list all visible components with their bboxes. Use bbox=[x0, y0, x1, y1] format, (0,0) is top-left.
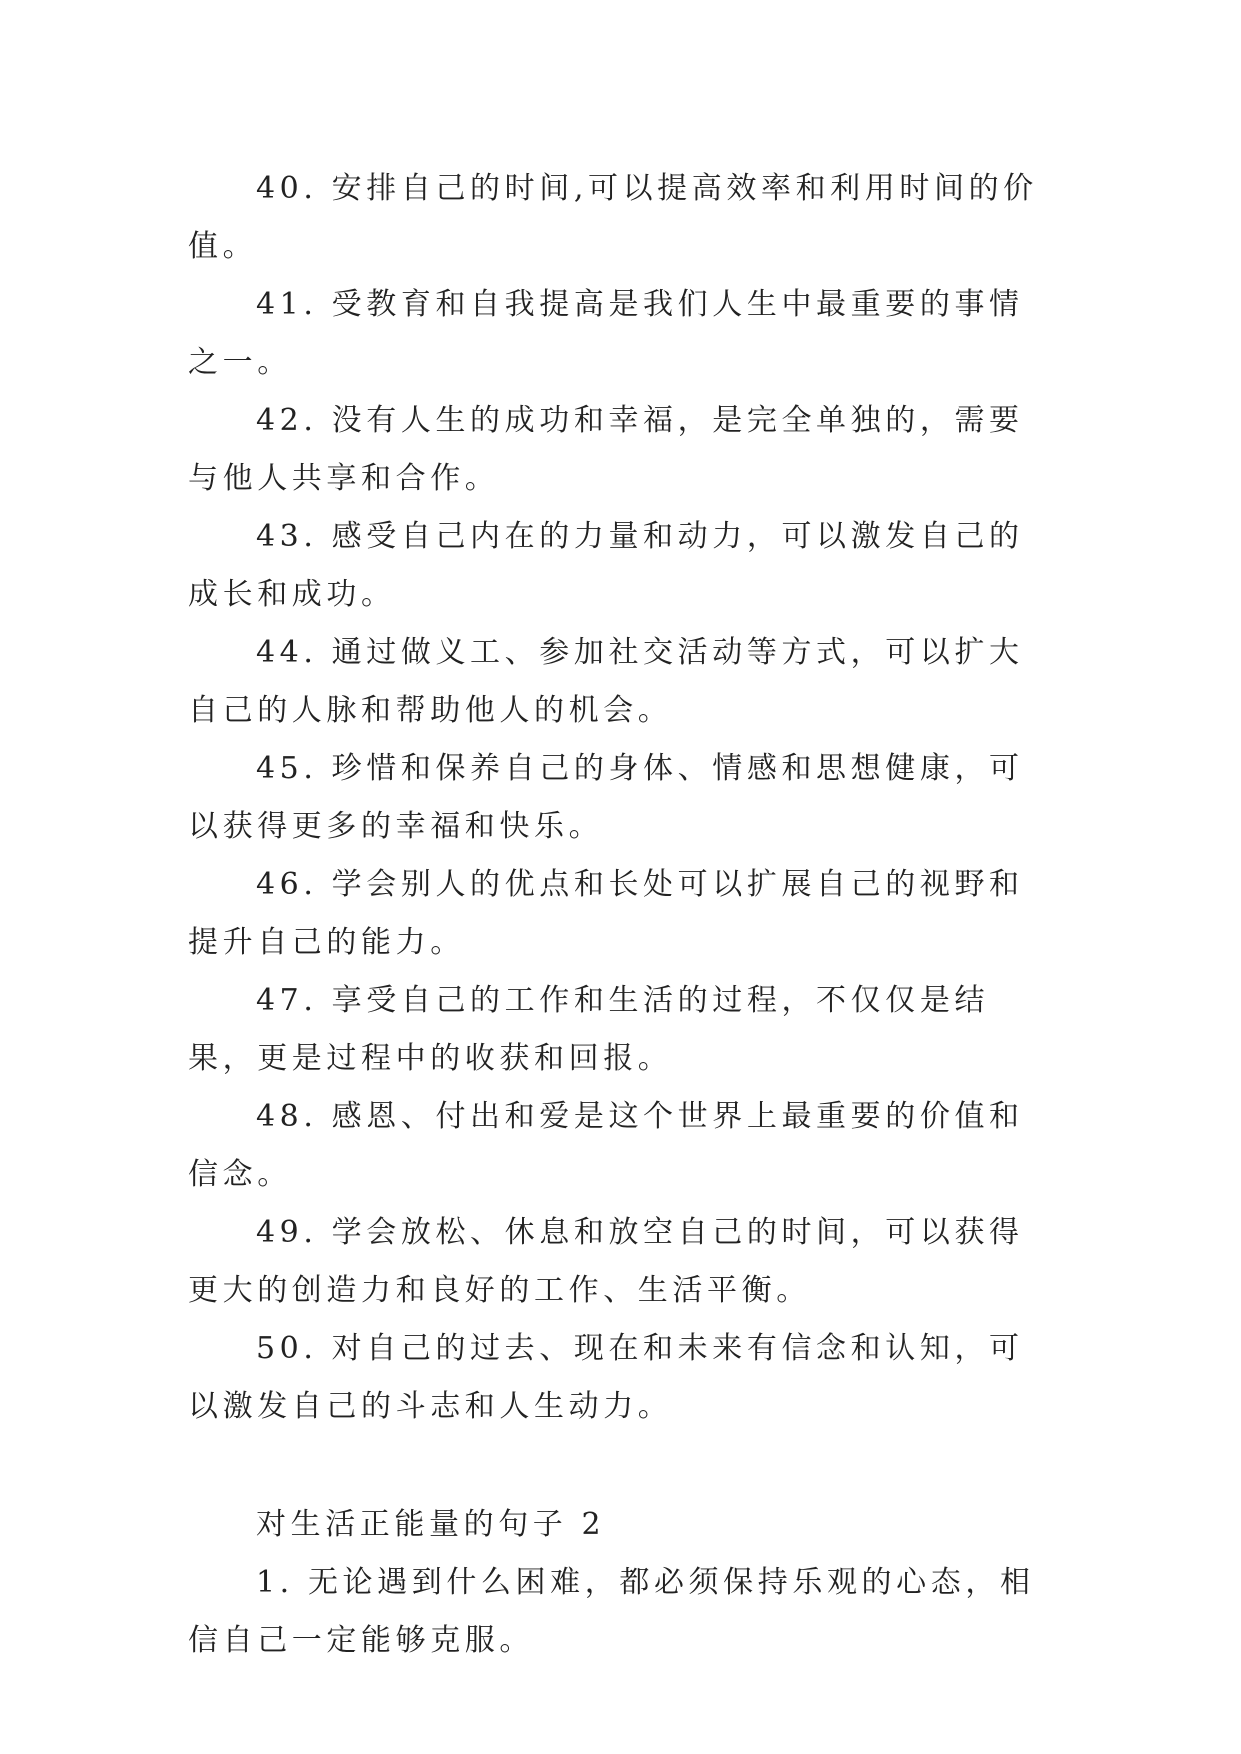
section-heading: 对生活正能量的句子 2 bbox=[256, 1507, 606, 1542]
list-item: 45. 珍惜和保养自己的身体、情感和思想健康，可以获得更多的幸福和快乐。 bbox=[188, 751, 1024, 844]
list-item: 50. 对自己的过去、现在和未来有信念和认知，可以激发自己的斗志和人生动力。 bbox=[188, 1331, 1024, 1424]
list-item: 49. 学会放松、休息和放空自己的时间，可以获得更大的创造力和良好的工作、生活平衡。 bbox=[188, 1215, 1024, 1308]
list-item: 1. 无论遇到什么困难，都必须保持乐观的心态，相信自己一定能够克服。 bbox=[188, 1565, 1035, 1658]
list-item: 43. 感受自己内在的力量和动力，可以激发自己的成长和成功。 bbox=[188, 519, 1024, 612]
list-item: 41. 受教育和自我提高是我们人生中最重要的事情之一。 bbox=[188, 287, 1024, 380]
list-item: 48. 感恩、付出和爱是这个世界上最重要的价值和信念。 bbox=[188, 1099, 1024, 1192]
document-body bbox=[188, 160, 1050, 1670]
list-item: 42. 没有人生的成功和幸福，是完全单独的，需要与他人共享和合作。 bbox=[188, 403, 1024, 496]
list-item: 40. 安排自己的时间,可以提高效率和利用时间的价值。 bbox=[188, 171, 1038, 264]
list-item: 44. 通过做义工、参加社交活动等方式，可以扩大自己的人脉和帮助他人的机会。 bbox=[188, 635, 1024, 728]
list-item: 46. 学会别人的优点和长处可以扩展自己的视野和提升自己的能力。 bbox=[188, 867, 1024, 960]
list-item: 47. 享受自己的工作和生活的过程，不仅仅是结果，更是过程中的收获和回报。 bbox=[188, 983, 990, 1076]
